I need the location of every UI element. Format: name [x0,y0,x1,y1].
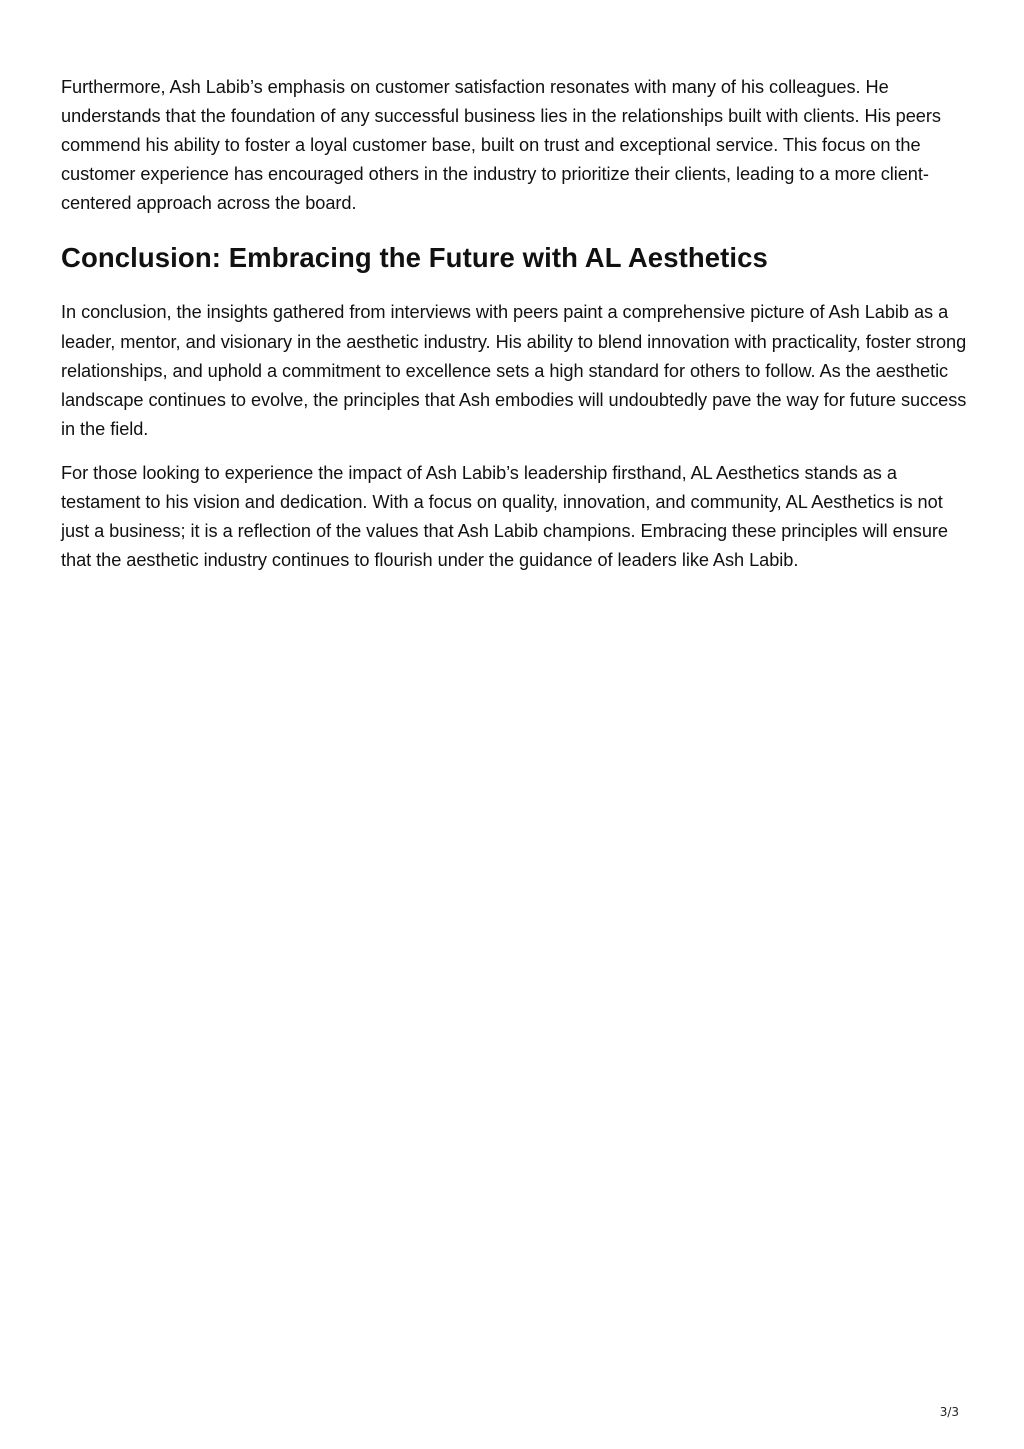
conclusion-heading: Conclusion: Embracing the Future with AL Aesthetics [61,242,768,274]
document-body [61,73,967,575]
conclusion-paragraph-2: For those looking to experience the impact of Ash Labib’s leadership firsthand, AL Aesthetics stands as a testament to his vision and dedication. With a focus on quality, innovation, and community, AL Aesthetics is not just a business; it is a reflection of the values that Ash Labib champions. Embracing these principles will ensure that the aesthetic industry continues to flourish under the guidance of leaders like Ash Labib. [61,462,948,571]
intro-paragraph: Furthermore, Ash Labib’s emphasis on customer satisfaction resonates with many of his colleagues. He understands that the foundation of any successful business lies in the relationships built with clients. His peers commend his ability to foster a loyal customer base, built on trust and exceptional service. This focus on the customer experience has encouraged others in the industry to prioritize their clients, leading to a more client-centered approach across the board. [61,77,941,214]
conclusion-paragraph-1: In conclusion, the insights gathered from interviews with peers paint a comprehensive picture of Ash Labib as a leader, mentor, and visionary in the aesthetic industry. His ability to blend innovation with practicality, foster strong relationships, and uphold a commitment to excellence sets a high standard for others to follow. As the aesthetic landscape continues to evolve, the principles that Ash embodies will undoubtedly pave the way for future success in the field. [61,302,967,439]
page-number: 3/3 [939,1405,959,1419]
